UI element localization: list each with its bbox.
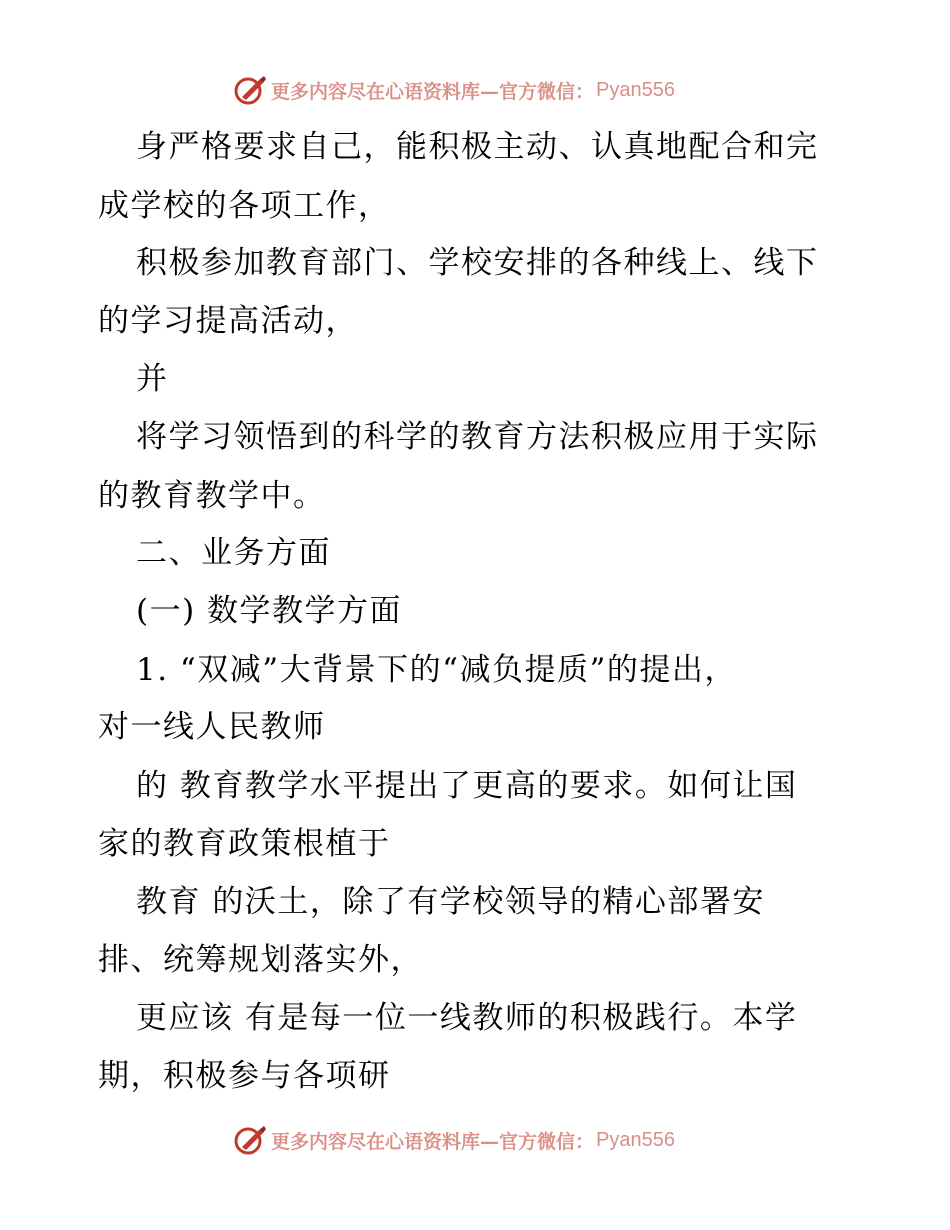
body-line: 成学校的各项工作， bbox=[98, 188, 391, 224]
section-heading: 二、业务方面 bbox=[136, 535, 331, 571]
footer-watermark bbox=[233, 1123, 675, 1157]
body-line: 1. “双减”大背景下的“减负提质”的提出， bbox=[136, 652, 737, 688]
subsection-heading: (一) 数学教学方面 bbox=[136, 593, 403, 629]
body-line: 期，积极参与各项研 bbox=[98, 1058, 391, 1094]
watermark-text: 更多内容尽在心语资料库—官方微信： bbox=[271, 1130, 595, 1153]
body-line: 并 bbox=[136, 361, 169, 397]
body-line: 排、统筹规划落实外， bbox=[98, 942, 423, 978]
watermark-wechat-id: Pyan556 bbox=[596, 1128, 675, 1151]
body-line: 更应该 有是每一位一线教师的积极践行。本学 bbox=[136, 1000, 798, 1036]
body-line: 教育 的沃土，除了有学校领导的精心部署安 bbox=[136, 884, 765, 920]
body-line: 家的教育政策根植于 bbox=[98, 826, 391, 862]
body-line: 的 教育教学水平提出了更高的要求。如何让国 bbox=[136, 768, 798, 804]
watermark-text: 更多内容尽在心语资料库—官方微信： bbox=[271, 80, 595, 103]
pen-logo-icon bbox=[233, 1123, 267, 1157]
body-line: 身严格要求自己，能积极主动、认真地配合和完 bbox=[136, 129, 819, 165]
body-line: 的学习提高活动， bbox=[98, 303, 358, 339]
body-line: 对一线人民教师 bbox=[98, 709, 326, 745]
watermark-wechat-id: Pyan556 bbox=[596, 78, 675, 101]
body-line: 将学习领悟到的科学的教育方法积极应用于实际 bbox=[136, 419, 819, 455]
body-line: 的教育教学中。 bbox=[98, 478, 326, 514]
body-line: 积极参加教育部门、学校安排的各种线上、线下 bbox=[136, 245, 819, 281]
